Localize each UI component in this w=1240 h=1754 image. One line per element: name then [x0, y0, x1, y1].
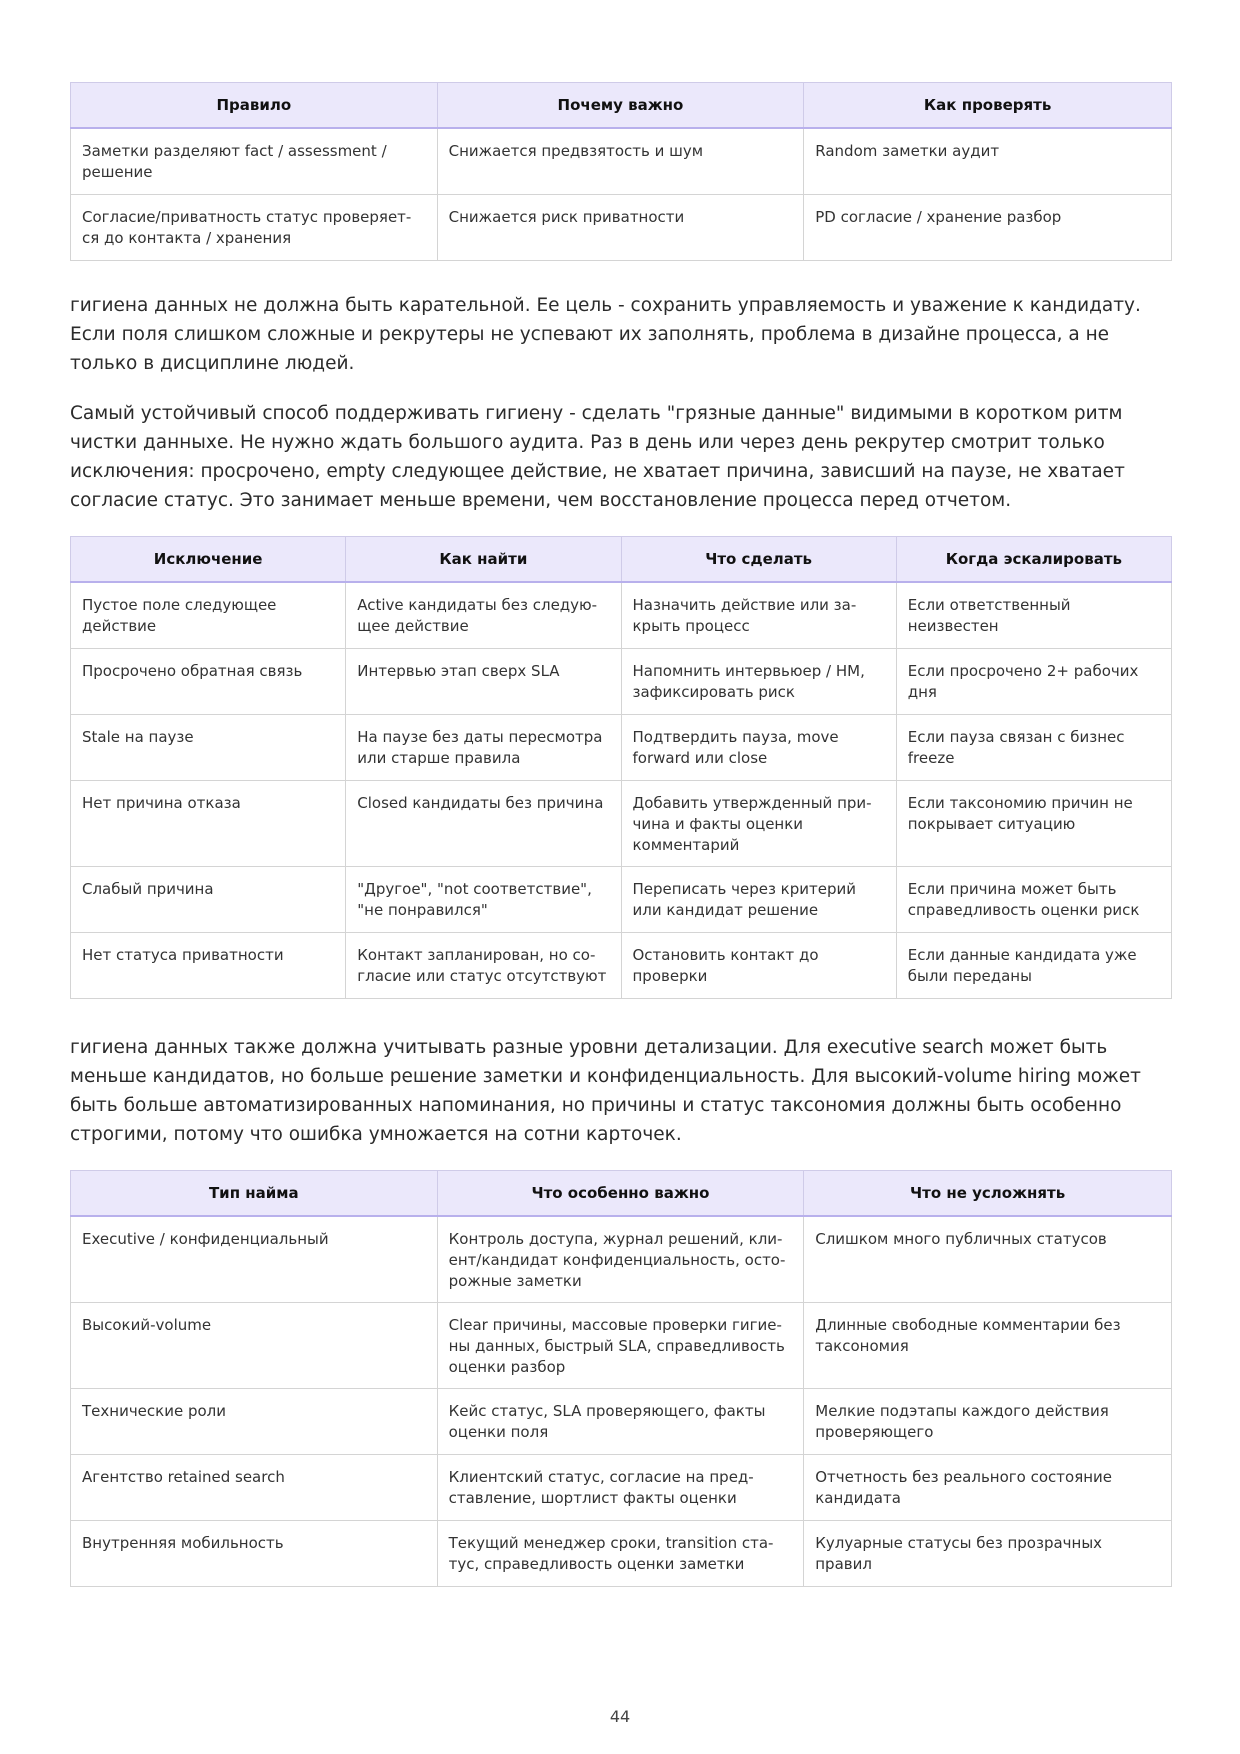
rules-table — [70, 82, 1172, 261]
table-cell: Слабый причина — [71, 867, 346, 933]
column-header: Правило — [71, 83, 438, 129]
table-cell: Stale на паузе — [71, 715, 346, 781]
table-cell: Снижается риск приватности — [437, 195, 804, 261]
table-cell: Контроль доступа, журнал решений, кли-ент/кандидат конфиденциальность, осто-рожные заметки — [437, 1216, 804, 1303]
table-cell: Если ответственный неизвестен — [896, 582, 1171, 649]
exceptions-table — [70, 536, 1172, 999]
table-row — [71, 195, 1172, 261]
column-header: Как проверять — [804, 83, 1172, 129]
table-cell: Clear причины, массовые проверки гигие-ны данных, быстрый SLA, справедливость оценки разбор — [437, 1303, 804, 1389]
table-cell: Слишком много публичных статусов — [804, 1216, 1172, 1303]
table-cell: Интервью этап сверх SLA — [346, 649, 621, 715]
table-row — [71, 1389, 1172, 1455]
table-cell: Отчетность без реального состояние кандидата — [804, 1455, 1172, 1521]
body-paragraph: гигиена данных не должна быть карательной. Ее цель - сохранить управляемость и уважение к кандидату. Если поля слишком сложные и рекрутеры не успевают их заполнять, проблема в дизайне процесса, а не только в дисциплине людей. — [70, 295, 1141, 374]
table-row — [71, 781, 1172, 867]
column-header: Когда эскалировать — [896, 537, 1171, 583]
table-cell: PD согласие / хранение разбор — [804, 195, 1172, 261]
table-cell: Мелкие подэтапы каждого действия проверяющего — [804, 1389, 1172, 1455]
table-cell: Executive / конфиденциальный — [71, 1216, 438, 1303]
table-cell: Внутренняя мобильность — [71, 1521, 438, 1587]
column-header: Что сделать — [621, 537, 896, 583]
table-cell: Остановить контакт до проверки — [621, 933, 896, 999]
page-number: 44 — [609, 1707, 631, 1726]
column-header: Что не усложнять — [804, 1171, 1172, 1217]
table-cell: Подтвердить пауза, move forward или close — [621, 715, 896, 781]
table-cell: На паузе без даты пересмотра или старше правила — [346, 715, 621, 781]
table-cell: Длинные свободные комментарии без таксономия — [804, 1303, 1172, 1389]
table-cell: Random заметки аудит — [804, 128, 1172, 195]
table-header-row — [71, 1171, 1172, 1217]
column-header: Что особенно важно — [437, 1171, 804, 1217]
table-cell: Технические роли — [71, 1389, 438, 1455]
column-header: Как найти — [346, 537, 621, 583]
hiring-type-table — [70, 1170, 1172, 1587]
table-row — [71, 1216, 1172, 1303]
table-cell: Текущий менеджер сроки, transition ста-тус, справедливость оценки заметки — [437, 1521, 804, 1587]
table-cell: Если данные кандидата уже были переданы — [896, 933, 1171, 999]
table-row — [71, 933, 1172, 999]
table-cell: Если таксономию причин не покрывает ситуацию — [896, 781, 1171, 867]
table-cell: Агентство retained search — [71, 1455, 438, 1521]
table-cell: Напомнить интервьюер / HM, зафиксировать риск — [621, 649, 896, 715]
table-cell: Closed кандидаты без причина — [346, 781, 621, 867]
page-content — [70, 82, 1172, 1587]
table-row — [71, 1455, 1172, 1521]
table-cell: Кейс статус, SLA проверяющего, факты оценки поля — [437, 1389, 804, 1455]
table-row — [71, 867, 1172, 933]
table-cell: "Другое", "not соответствие", "не понравился" — [346, 867, 621, 933]
column-header: Тип найма — [71, 1171, 438, 1217]
table-row — [71, 715, 1172, 781]
table-cell: Если причина может быть справедливость оценки риск — [896, 867, 1171, 933]
table-cell: Назначить действие или за-крыть процесс — [621, 582, 896, 649]
table-header-row — [71, 83, 1172, 129]
table-cell: Снижается предвзятость и шум — [437, 128, 804, 195]
table-cell: Высокий-volume — [71, 1303, 438, 1389]
table-row — [71, 649, 1172, 715]
table-cell: Просрочено обратная связь — [71, 649, 346, 715]
table-cell: Если пауза связан с бизнес freeze — [896, 715, 1171, 781]
table-cell: Добавить утвержденный при-чина и факты оценки комментарий — [621, 781, 896, 867]
body-paragraph: Самый устойчивый способ поддерживать гигиену - сделать "грязные данные" видимыми в коротком ритм чистки данныхе. Не нужно ждать большого аудита. Раз в день или через день рекрутер смотрит только исключения: просрочено, empty следующее действие, не хватает причина, зависший на паузе, не хватает согласие статус. Это занимает меньше времени, чем восстановление процесса перед отчетом. — [70, 403, 1125, 511]
table-cell: Пустое поле следующее действие — [71, 582, 346, 649]
table-cell: Если просрочено 2+ рабочих дня — [896, 649, 1171, 715]
table-cell: Active кандидаты без следую-щее действие — [346, 582, 621, 649]
table-cell: Клиентский статус, согласие на пред-ставление, шортлист факты оценки — [437, 1455, 804, 1521]
table-cell: Нет статуса приватности — [71, 933, 346, 999]
table-row — [71, 1521, 1172, 1587]
body-paragraph: гигиена данных также должна учитывать разные уровни детализации. Для executive search может быть меньше кандидатов, но больше решение заметки и конфиденциальность. Для высокий-volume hiring может быть больше автоматизированных напоминания, но причины и статус таксономия должны быть особенно строгими, потому что ошибка умножается на сотни карточек. — [70, 1037, 1141, 1145]
column-header: Исключение — [71, 537, 346, 583]
table-cell: Кулуарные статусы без прозрачных правил — [804, 1521, 1172, 1587]
table-cell: Заметки разделяют fact / assessment / решение — [71, 128, 438, 195]
table-cell: Согласие/приватность статус проверяет-ся до контакта / хранения — [71, 195, 438, 261]
table-cell: Нет причина отказа — [71, 781, 346, 867]
table-header-row — [71, 537, 1172, 583]
table-row — [71, 128, 1172, 195]
table-cell: Контакт запланирован, но со-гласие или статус отсутствуют — [346, 933, 621, 999]
column-header: Почему важно — [437, 83, 804, 129]
table-cell: Переписать через критерий или кандидат решение — [621, 867, 896, 933]
table-row — [71, 1303, 1172, 1389]
table-row — [71, 582, 1172, 649]
